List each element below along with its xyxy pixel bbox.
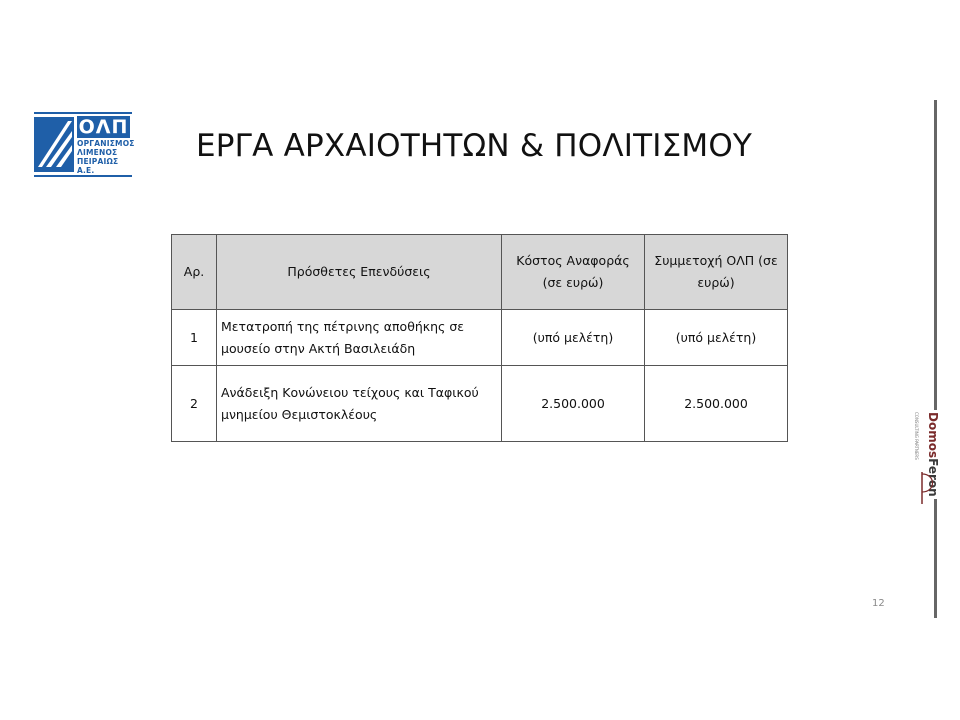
cell-number: 2 — [172, 366, 217, 442]
slide-title: ΕΡΓΑ ΑΡΧΑΙΟΤΗΤΩΝ & ΠΟΛΙΤΙΣΜΟΥ — [196, 128, 753, 164]
cell-reference-cost: 2.500.000 — [502, 366, 645, 442]
cell-reference-cost: (υπό μελέτη) — [502, 310, 645, 366]
logo-bottom-rule — [34, 175, 132, 177]
table-row — [172, 366, 788, 442]
logo-line: ΠΕΙΡΑΙΩΣ Α.Ε. — [77, 157, 119, 175]
header-reference-cost: Κόστος Αναφοράς (σε ευρώ) — [502, 235, 645, 310]
domos-feron-mark-icon — [914, 470, 940, 506]
logo-top-rule — [34, 112, 132, 114]
logo-domos-word: Domos — [926, 412, 940, 459]
investments-table — [171, 234, 788, 442]
side-vertical-rule — [934, 100, 937, 618]
header-number: Αρ. — [172, 235, 217, 310]
cell-description: Ανάδειξη Κονώνειου τείχους και Ταφικού μνημείου Θεμιστοκλέους — [217, 366, 502, 442]
cell-olp-share: (υπό μελέτη) — [645, 310, 788, 366]
table-row — [172, 310, 788, 366]
logo-line: ΛΙΜΕΝΟΣ — [77, 148, 118, 157]
olp-emblem-icon — [34, 117, 74, 172]
logo-line: ΟΡΓΑΝΙΣΜΟΣ — [77, 139, 135, 148]
domos-feron-tagline: CONSULTING PARTNERS — [914, 412, 919, 460]
cell-number: 1 — [172, 310, 217, 366]
header-description: Πρόσθετες Επενδύσεις — [217, 235, 502, 310]
cell-description: Μετατροπή της πέτρινης αποθήκης σε μουσείο στην Ακτή Βασιλειάδη — [217, 310, 502, 366]
logo-wordmark: ΟΛΠ — [78, 116, 129, 138]
table-header-row — [172, 235, 788, 310]
olp-logo — [34, 112, 135, 178]
page-number: 12 — [872, 598, 885, 609]
cell-olp-share: 2.500.000 — [645, 366, 788, 442]
header-olp-share: Συμμετοχή ΟΛΠ (σε ευρώ) — [645, 235, 788, 310]
logo-feron-word: Feron — [926, 458, 940, 497]
